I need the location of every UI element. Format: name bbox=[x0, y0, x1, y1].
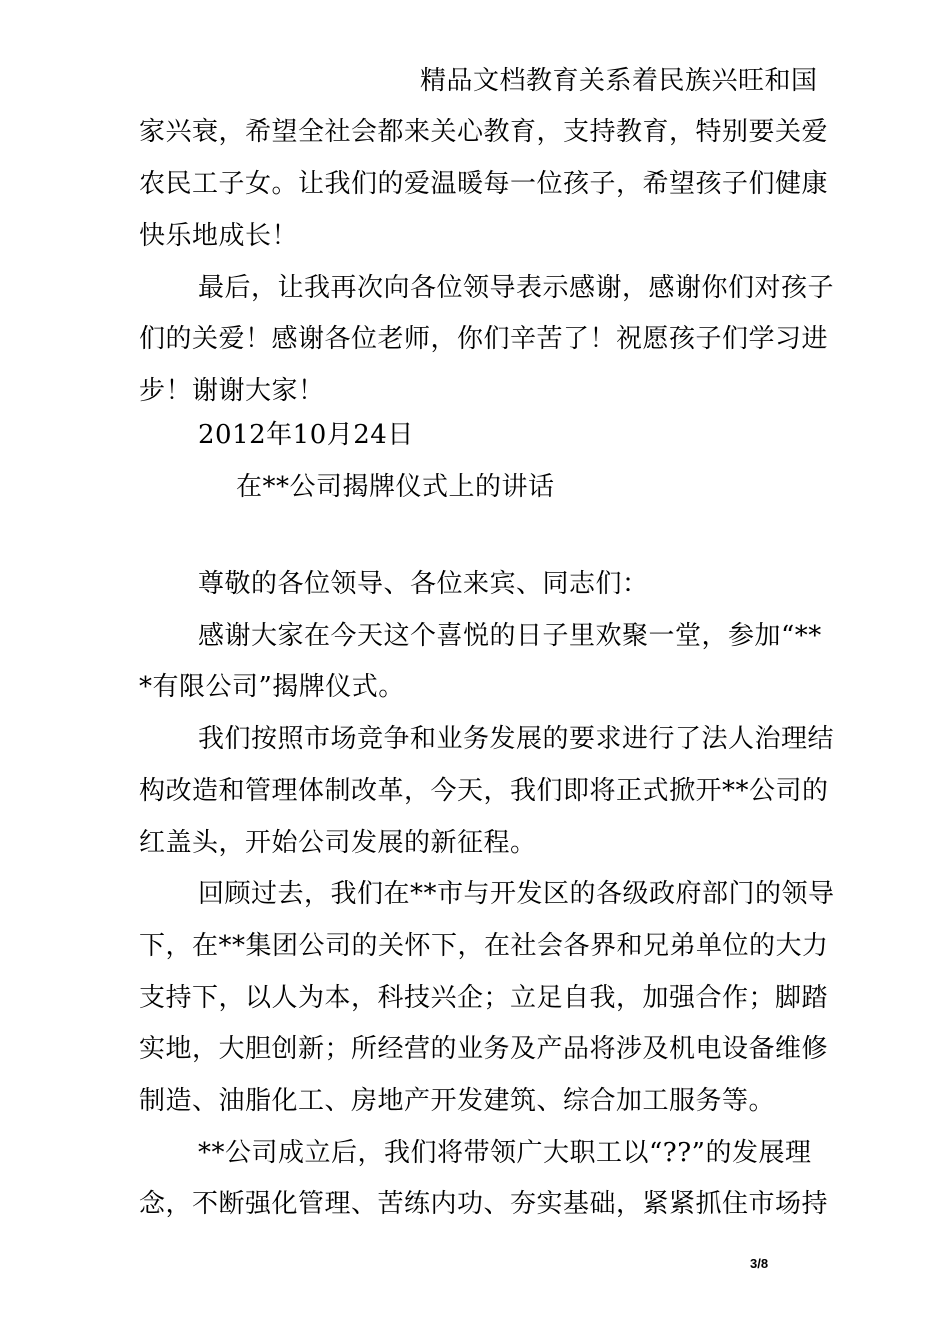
text-line: 农民工子女。让我们的爱温暖每一位孩子，希望孩子们健康 bbox=[139, 169, 829, 199]
text-line: *有限公司”揭牌仪式。 bbox=[139, 672, 405, 702]
paragraph-start: **公司成立后，我们将带领广大职工以“??”的发展理 bbox=[198, 1138, 812, 1168]
paragraph-start: 感谢大家在今天这个喜悦的日子里欢聚一堂，参加“** bbox=[198, 621, 822, 651]
speech-title: 在**公司揭牌仪式上的讲话 bbox=[236, 472, 555, 502]
text-line: 支持下，以人为本，科技兴企；立足自我，加强合作；脚踏 bbox=[139, 983, 829, 1013]
date-line: 2012年10月24日 bbox=[198, 420, 414, 450]
salutation: 尊敬的各位领导、各位来宾、同志们： bbox=[198, 569, 649, 599]
paragraph-start: 回顾过去，我们在**市与开发区的各级政府部门的领导 bbox=[198, 879, 835, 909]
text-line: 快乐地成长！ bbox=[139, 221, 299, 251]
text-line: 念，不断强化管理、苦练内功、夯实基础，紧紧抓住市场持 bbox=[139, 1189, 829, 1219]
text-line: 构改造和管理体制改革，今天，我们即将正式掀开**公司的 bbox=[139, 776, 829, 806]
text-line: 家兴衰，希望全社会都来关心教育，支持教育，特别要关爱 bbox=[139, 117, 829, 147]
text-line: 下，在**集团公司的关怀下，在社会各界和兄弟单位的大力 bbox=[139, 931, 829, 961]
text-line: 步！谢谢大家！ bbox=[139, 376, 325, 406]
text-line: 们的关爱！感谢各位老师，你们辛苦了！祝愿孩子们学习进 bbox=[139, 324, 829, 354]
page-number: 3/8 bbox=[750, 1256, 769, 1271]
text-line: 实地，大胆创新；所经营的业务及产品将涉及机电设备维修 bbox=[139, 1034, 829, 1064]
text-line: 制造、油脂化工、房地产开发建筑、综合加工服务等。 bbox=[139, 1086, 776, 1116]
paragraph-start: 我们按照市场竞争和业务发展的要求进行了法人治理结 bbox=[198, 724, 835, 754]
paragraph-start: 最后，让我再次向各位领导表示感谢，感谢你们对孩子 bbox=[198, 273, 835, 303]
text-line: 红盖头，开始公司发展的新征程。 bbox=[139, 828, 537, 858]
header-line: 精品文档教育关系着民族兴旺和国 bbox=[420, 66, 818, 96]
